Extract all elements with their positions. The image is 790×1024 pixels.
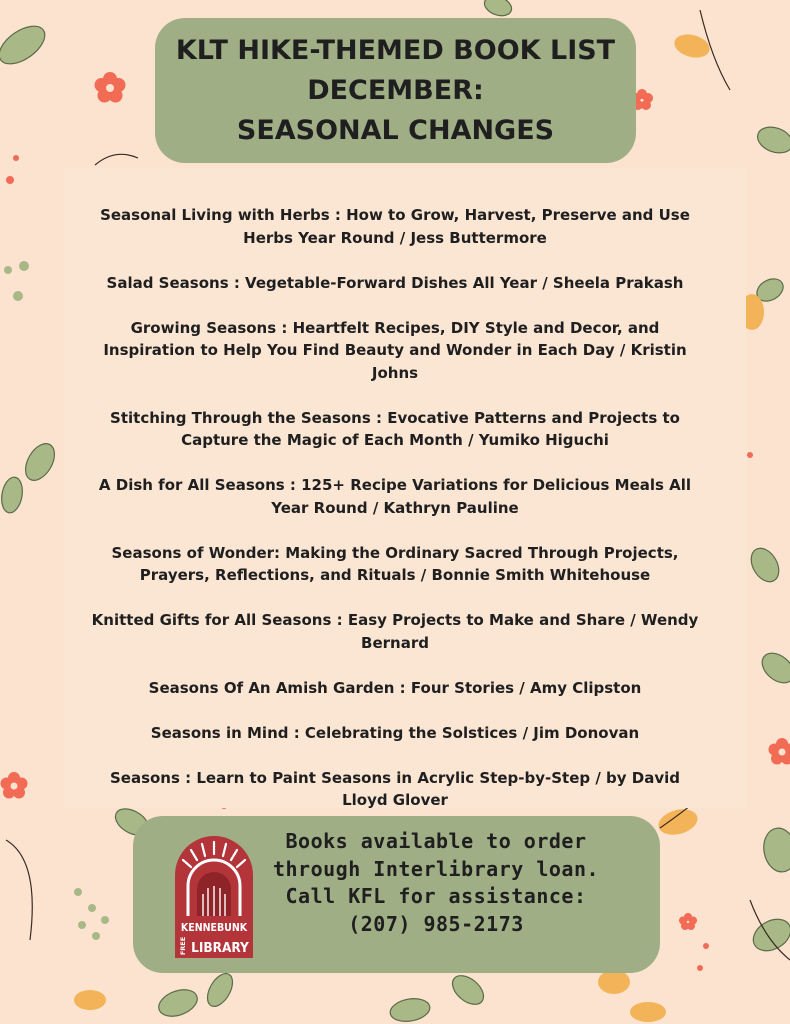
footer-phone: (207) 985-2173 bbox=[348, 911, 524, 936]
book-list bbox=[90, 204, 700, 834]
title-line-3: SEASONAL CHANGES bbox=[236, 114, 555, 146]
book-item: Seasons : Learn to Paint Seasons in Acrylic Step-by-Step / by David Lloyd Glover bbox=[109, 768, 681, 809]
petal-icon bbox=[598, 970, 630, 994]
book-item: Seasonal Living with Herbs : How to Grow, Harvest, Preserve and Use Herbs Year Round / Jess Buttermore bbox=[100, 206, 690, 247]
book-item: Knitted Gifts for All Seasons : Easy Projects to Make and Share / Wendy Bernard bbox=[91, 611, 699, 652]
flower-icon bbox=[1, 772, 28, 799]
leaf-icon bbox=[20, 439, 61, 486]
leaf-icon bbox=[0, 476, 25, 515]
flower-icon bbox=[679, 913, 697, 930]
footer-banner bbox=[133, 816, 660, 973]
leaf-icon bbox=[756, 647, 790, 689]
kennebunk-library-logo bbox=[173, 834, 255, 960]
leaf-dot-icon bbox=[19, 261, 29, 271]
leaf-icon bbox=[0, 19, 51, 72]
blossom-dot-icon bbox=[6, 176, 14, 184]
blossom-dot-icon bbox=[747, 452, 753, 458]
leaf-dot-icon bbox=[92, 932, 100, 940]
leaf-dot-icon bbox=[4, 266, 12, 274]
book-item: Salad Seasons : Vegetable-Forward Dishes All Year / Sheela Prakash bbox=[106, 273, 684, 292]
leaf-dot-icon bbox=[101, 916, 109, 924]
leaf-icon bbox=[202, 969, 237, 1010]
stem-icon bbox=[6, 840, 32, 940]
leaf-dot-icon bbox=[74, 888, 82, 896]
footer-line-2: through Interlibrary loan. bbox=[272, 856, 600, 881]
leaf-icon bbox=[746, 543, 785, 586]
petal-icon bbox=[630, 1002, 666, 1022]
flower-icon bbox=[769, 738, 790, 765]
title-line-2: DECEMBER: bbox=[307, 74, 484, 106]
book-item: Seasons Of An Amish Garden : Four Stories / Amy Clipston bbox=[148, 678, 642, 697]
book-item: Seasons in Mind : Celebrating the Solstices / Jim Donovan bbox=[150, 723, 640, 742]
leaf-icon bbox=[155, 985, 201, 1021]
leaf-icon bbox=[760, 826, 790, 875]
book-item: Growing Seasons : Heartfelt Recipes, DIY Style and Decor, and Inspiration to Help You Find Beauty and Wonder in Each Day / Kristin Johns bbox=[103, 318, 687, 382]
leaf-icon bbox=[482, 0, 514, 19]
logo-text-kennebunk: KENNEBUNK bbox=[180, 922, 248, 934]
title-banner bbox=[155, 18, 636, 163]
footer-line-1: Books available to order bbox=[285, 829, 587, 853]
book-item: Stitching Through the Seasons : Evocative Patterns and Projects to Capture the Magic of Each Month / Yumiko Higuchi bbox=[110, 408, 680, 449]
logo-text-free: FREE bbox=[179, 936, 187, 956]
leaf-icon bbox=[754, 123, 790, 158]
flower-icon bbox=[95, 72, 126, 103]
leaf-icon bbox=[388, 996, 431, 1024]
logo-text-library: LIBRARY bbox=[191, 940, 249, 956]
petal-icon bbox=[672, 31, 712, 62]
book-item: A Dish for All Seasons : 125+ Recipe Variations for Delicious Meals All Year Round / Kathryn Pauline bbox=[98, 476, 692, 517]
leaf-dot-icon bbox=[13, 291, 23, 301]
book-item: Seasons of Wonder: Making the Ordinary Sacred Through Projects, Prayers, Reflections, and Rituals / Bonnie Smith Whitehouse bbox=[111, 543, 679, 584]
blossom-dot-icon bbox=[697, 965, 703, 971]
blossom-dot-icon bbox=[13, 155, 19, 161]
stem-icon bbox=[95, 154, 138, 165]
leaf-dot-icon bbox=[88, 904, 96, 912]
leaf-dot-icon bbox=[78, 921, 86, 929]
footer-line-3: Call KFL for assistance: bbox=[285, 884, 587, 908]
leaf-icon bbox=[748, 913, 790, 957]
blossom-dot-icon bbox=[703, 943, 709, 949]
leaf-icon bbox=[447, 970, 489, 1010]
title-line-1: KLT HIKE-THEMED BOOK LIST bbox=[175, 34, 616, 66]
footer-message bbox=[269, 828, 603, 938]
petal-icon bbox=[74, 990, 106, 1010]
